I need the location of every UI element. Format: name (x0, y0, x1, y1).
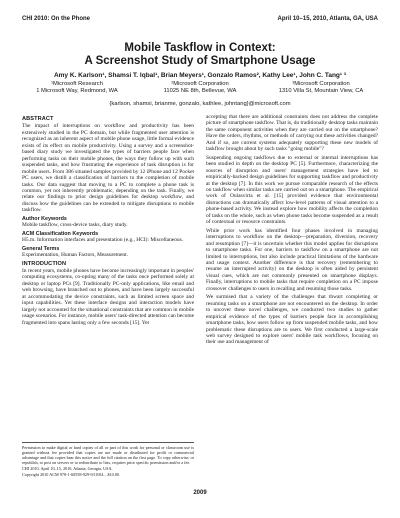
general-terms-heading: General Terms (22, 245, 60, 252)
general-terms-text: Experimentation, Human Factors, Measurement. (22, 252, 129, 259)
author-list: Amy K. Karlson¹, Shamsi T. Iqbal¹, Brian Meyers¹, Gonzalo Ramos², Kathy Lee¹, John C. Tang¹ ³ (53, 72, 347, 79)
right-column (206, 114, 378, 348)
title-line-2: A Screenshot Study of Smartphone Usage (84, 55, 316, 67)
body-paragraph: Suspending ongoing taskflows due to external or internal interruptions has been studied in depth on the desktop PC [5]. Furthermore, characterizing the sources of disruption and users' management strategies have led to empirically-backed design guidelines for supporting taskflow and productivity at the desktop [7]. In this work we pursue comparable research of the effects on taskflow when similar tasks are carried out on a smartphone. The empirical work of Oulasvirta et al. [15] provided evidence that environmental distractions can dramatically affect low-level patterns of visual attention to a phone-based activity. We instead explore how mobility affects the completion of tasks on the whole, such as when phone tasks become suspended as a result of contextual or resource constraints. (206, 154, 378, 226)
body-paragraph: While prior work has identified four phases involved in managing interruptions to workflow on the desktop—preparation, diversion, recovery and resumption [7]—it is uncertain whether this model applies for disruptions to smartphone tasks. For one, barriers to taskflow on a smartphone are not limited to interruptions, but also include practical limitations of the hardware and usage context. Another difference is that recovery (remembering to resume an interrupted activity) on the desktop is often aided by persistent visual cues, which are not commonly presented on smartphone displays. Finally, interruptions to mobile tasks that require completion on a PC impose crossover challenges to users in recalling and resuming those tasks. (206, 227, 378, 292)
introduction-text: In recent years, mobile phones have become increasingly important in peoples' computing ecosystems, co-opting many of the tasks once performed solely at desktop or laptop PCs [9]. Traditionally PC-only applications, like email and web browsing, have branched out to phones, and have been largely successful at accommodating the device constraints, such as limited screen space and input capabilities. Yet these interface designs and interaction models have largely not accounted for the situational constraints that are common in mobile usage scenarios. For instance, mobile users' task-directed attention can become fragmented into spans lasting only a few seconds [15]. Yet (22, 267, 194, 326)
affiliation-1 (22, 81, 132, 95)
affiliation-2 (140, 81, 260, 95)
permission-notice (22, 442, 194, 478)
running-header (22, 16, 378, 26)
affiliation-org: ¹Microsoft Research (51, 81, 103, 87)
left-column (22, 114, 194, 328)
abstract-heading: ABSTRACT (22, 116, 54, 122)
body-paragraph: We surmised that a variety of the challenges that thwart completing or resuming tasks on a smartphone are not encountered on the desktop. In order to uncover these novel challenges, we conducted two studies to gather empirical evidence of the types of barriers people face in accomplishing smartphone tasks, how users follow up from suspended mobile tasks, and how problematic these disruptions are to users. We first conducted a large-scale web survey designed to explore users' mobile task workflows, focusing on their use and management of (206, 294, 378, 346)
abstract-text: The impact of interruptions on workflow and productivity has been extensively studied in the PC domain, but while fragmented user attention is recognized as an inherent aspect of mobile phone usage, little formal evidence exists of its effect on mobile productivity. Using a survey and a screenshot-based diary study we investigated the types of barriers people face when performing tasks on their mobile phones, the ways they follow up with such suspended tasks, and how frustrating the experience of task disruption is for mobile users. From 386 situated samples provided by 12 iPhone and 12 Pocket PC users, we distill a classification of barriers to the completion of mobile tasks. Our data suggest that moving to a PC to complete a phone task is common, yet not inherently problematic, depending on the task. Finally, we relate our findings to prior design guidelines for desktop workflow, and discuss how the guidelines can be extended to mitigate disruptions to mobile taskflow. (22, 123, 194, 214)
affiliation-address: 1310 Villa St, Mountain View, CA (278, 87, 364, 94)
keywords-heading: Author Keywords (22, 215, 67, 222)
affiliation-org: ²Microsoft Corporation (171, 81, 229, 87)
body-paragraph: accepting that there are additional constraints does not address the complete picture of smartphone taskflow. That is, do traditionally desktop tasks maintain the same component activities when they are carried out on the smartphone? Have the orders, rhythms, or methods of carrying out these activities changed? And if so, are current systems adequately supporting these new models of taskflow brought about by such tasks "going mobile"? (206, 114, 379, 153)
keywords-text: Mobile taskflow, cross-device tasks, diary study. (22, 222, 128, 229)
conference-date-location: April 10–15, 2010, Atlanta, GA, USA (277, 16, 378, 22)
introduction-heading: INTRODUCTION (22, 260, 67, 267)
affiliation-3 (264, 81, 378, 95)
permission-text: Permission to make digital or hard copies of all or part of this work for personal or classroom use is granted without fee provided that copies are not made or distributed for profit or commercial advantage and that copies bear this notice and the full citation on the first page. To copy otherwise, or republish, to post on servers or to redistribute to lists, requires prior specific permission and/or a fee. (22, 445, 194, 465)
affiliation-org: ³Microsoft Corporation (292, 81, 350, 87)
acm-text: H5.m. Information interfaces and presentation (e.g., HCI): Miscellaneous. (22, 237, 184, 244)
affiliation-address: 1 Microsoft Way, Redmond, WA (36, 87, 118, 94)
acm-heading: ACM Classification Keywords (22, 230, 99, 237)
affiliation-address: 11025 NE 8th, Bellevue, WA (163, 87, 237, 94)
paper-title (22, 42, 378, 68)
title-line-1: Mobile Taskflow in Context: (124, 42, 276, 54)
copyright-line: Copyright 2010 ACM 978-1-60558-929-9/10/04....$10.00. (22, 472, 121, 477)
conference-citation: CHI 2010, April 10–15, 2010, Atlanta, Georgia, USA. (22, 466, 113, 471)
author-emails: {karlson, shamsi, brianme, gonzalo, kathlee, johntang}@microsoft.com (109, 101, 291, 107)
page-number: 2009 (193, 490, 207, 496)
conference-section-label: CHI 2010: On the Phone (22, 16, 91, 22)
